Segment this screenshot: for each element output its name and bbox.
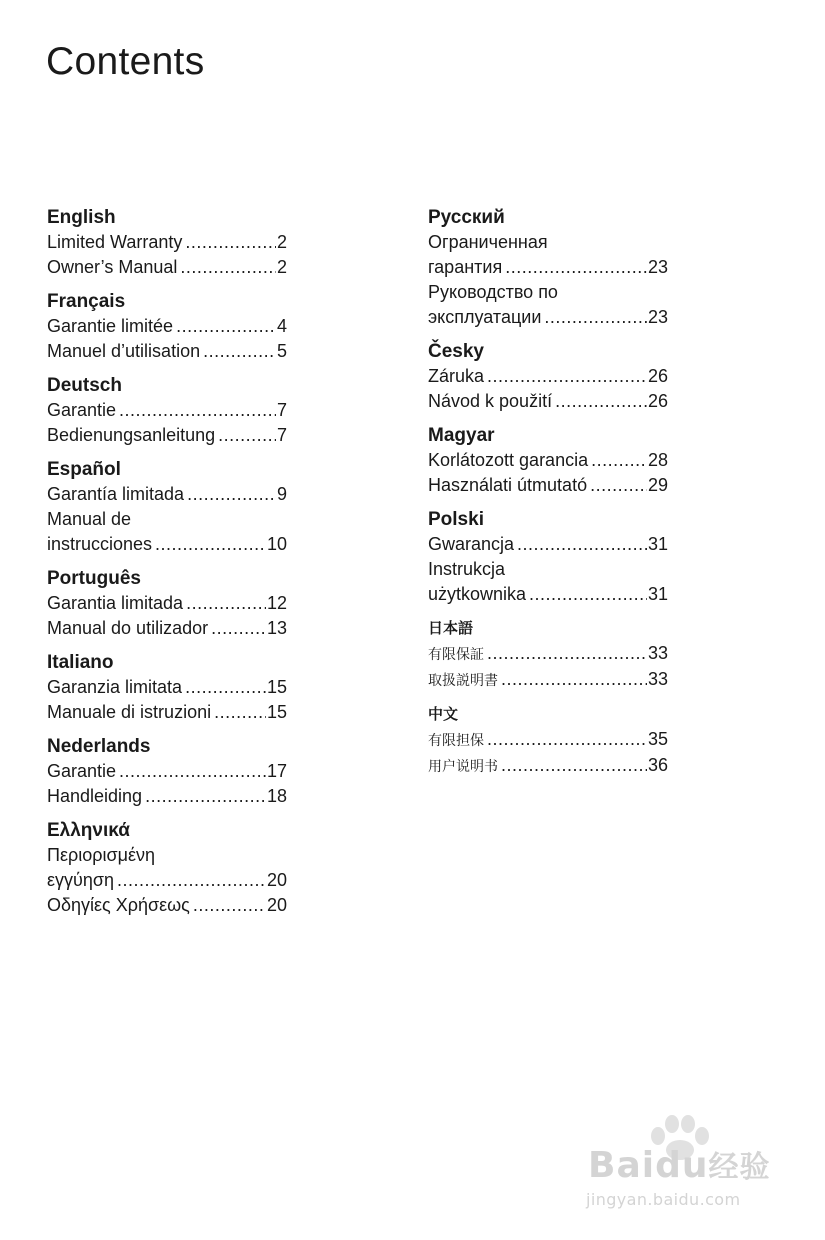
watermark-brand: Baidu经验 xyxy=(588,1145,771,1186)
dot-leader xyxy=(187,482,276,507)
page-number: 5 xyxy=(276,341,287,361)
dot-leader xyxy=(590,473,647,498)
section-heading: Deutsch xyxy=(47,375,122,396)
dot-leader xyxy=(505,255,647,280)
page-number: 17 xyxy=(266,761,287,781)
toc-entry[interactable] xyxy=(47,482,287,507)
entry-title: Záruka xyxy=(428,366,485,386)
toc-entry[interactable] xyxy=(428,448,668,473)
dot-leader xyxy=(180,255,276,280)
toc-section xyxy=(428,507,668,607)
section-heading: Русский xyxy=(428,207,505,228)
toc-section xyxy=(428,423,668,498)
page-number: 2 xyxy=(276,257,287,277)
toc-entry[interactable] xyxy=(47,616,287,641)
entry-title: Manuel d’utilisation xyxy=(47,341,201,361)
toc-section xyxy=(47,566,287,641)
entry-title: Περιορισμένη xyxy=(47,845,156,865)
dot-leader xyxy=(186,591,266,616)
entry-title: Limited Warranty xyxy=(47,232,183,252)
toc-section xyxy=(47,289,287,364)
dot-leader xyxy=(119,759,266,784)
page-number: 36 xyxy=(647,755,668,775)
page-number: 18 xyxy=(266,786,287,806)
entry-title: Handleiding xyxy=(47,786,143,806)
dot-leader xyxy=(214,700,266,725)
toc-section xyxy=(428,205,668,330)
dot-leader xyxy=(155,532,266,557)
page-number: 15 xyxy=(266,702,287,722)
entry-title: Руководство по xyxy=(428,282,558,302)
baidu-jingyan-watermark xyxy=(584,1112,784,1222)
toc-entry[interactable] xyxy=(47,591,287,616)
dot-leader xyxy=(517,532,647,557)
page-number: 9 xyxy=(276,484,287,504)
toc-section xyxy=(428,616,668,693)
toc-section xyxy=(47,734,287,809)
entry-title: Manual do utilizador xyxy=(47,618,209,638)
page-number: 33 xyxy=(647,643,668,663)
dot-leader xyxy=(487,727,647,752)
section-heading: Italiano xyxy=(47,652,114,673)
dot-leader xyxy=(555,389,647,414)
toc-entry[interactable] xyxy=(428,532,668,557)
watermark-url: jingyan.baidu.com xyxy=(586,1190,741,1209)
toc-entry[interactable] xyxy=(428,473,668,498)
toc-entry[interactable] xyxy=(428,667,668,693)
page-number: 33 xyxy=(647,669,668,689)
toc-entry[interactable] xyxy=(47,339,287,364)
page-number: 28 xyxy=(647,450,668,470)
dot-leader xyxy=(185,675,266,700)
toc-section xyxy=(47,650,287,725)
toc-entry[interactable] xyxy=(428,557,668,607)
dot-leader xyxy=(176,314,276,339)
entry-title: instrucciones xyxy=(47,534,153,554)
page-number: 29 xyxy=(647,475,668,495)
dot-leader xyxy=(487,641,647,666)
page-number: 26 xyxy=(647,391,668,411)
toc-entry[interactable] xyxy=(47,423,287,448)
entry-title: Instrukcja xyxy=(428,559,506,579)
entry-title: Garantie xyxy=(47,400,117,420)
page-number: 23 xyxy=(647,257,668,277)
toc-entry[interactable] xyxy=(47,759,287,784)
page-number: 20 xyxy=(266,895,287,915)
dot-leader xyxy=(145,784,266,809)
dot-leader xyxy=(193,893,266,918)
entry-title: Manual de xyxy=(47,509,132,529)
dot-leader xyxy=(591,448,647,473)
dot-leader xyxy=(117,868,266,893)
entry-title: Bedienungsanleitung xyxy=(47,425,216,445)
page-number: 35 xyxy=(647,729,668,749)
entry-title: Ограниченная xyxy=(428,232,548,252)
toc-entry[interactable] xyxy=(47,700,287,725)
entry-title: 有限保証 xyxy=(428,646,484,662)
section-heading: Polski xyxy=(428,509,484,530)
toc-section xyxy=(47,205,287,280)
page-number: 4 xyxy=(276,316,287,336)
page-title: Contents xyxy=(46,40,205,83)
toc-entry[interactable] xyxy=(428,753,668,779)
toc-entry[interactable] xyxy=(47,230,287,255)
entry-title: Manuale di istruzioni xyxy=(47,702,212,722)
toc-entry[interactable] xyxy=(428,280,668,330)
toc-entry[interactable] xyxy=(47,893,287,918)
toc-section xyxy=(47,457,287,557)
page-number: 26 xyxy=(647,366,668,386)
section-heading: Español xyxy=(47,459,121,480)
page-number: 20 xyxy=(266,870,287,890)
page-number: 7 xyxy=(276,400,287,420)
entry-title: 用户说明书 xyxy=(428,758,498,774)
dot-leader xyxy=(501,753,647,778)
section-heading: English xyxy=(47,207,116,228)
entry-title: εγγύηση xyxy=(47,870,114,890)
dot-leader xyxy=(211,616,266,641)
page-number: 2 xyxy=(276,232,287,252)
section-heading: Português xyxy=(47,568,141,589)
section-heading: 日本語 xyxy=(428,620,474,637)
dot-leader xyxy=(529,582,647,607)
entry-title: 有限担保 xyxy=(428,732,484,748)
toc-entry[interactable] xyxy=(428,641,668,667)
entry-title: эксплуатации xyxy=(428,307,542,327)
toc-section xyxy=(428,339,668,414)
entry-title: Οδηγίες Χρήσεως xyxy=(47,895,190,915)
entry-title: Návod k použití xyxy=(428,391,553,411)
dot-leader xyxy=(119,398,276,423)
toc-entry[interactable] xyxy=(47,507,287,557)
dot-leader xyxy=(501,667,647,692)
entry-title: użytkownika xyxy=(428,584,527,604)
toc-section xyxy=(47,818,287,918)
entry-title: Garanzia limitata xyxy=(47,677,183,697)
toc-entry[interactable] xyxy=(428,230,668,280)
entry-title: Garantie limitée xyxy=(47,316,174,336)
section-heading: Ελληνικά xyxy=(47,820,130,841)
toc-entry[interactable] xyxy=(47,398,287,423)
dot-leader xyxy=(487,364,647,389)
entry-title: гарантия xyxy=(428,257,503,277)
page-number: 7 xyxy=(276,425,287,445)
toc-entry[interactable] xyxy=(47,843,287,893)
toc-entry[interactable] xyxy=(47,314,287,339)
page-number: 13 xyxy=(266,618,287,638)
toc-entry[interactable] xyxy=(428,727,668,753)
page-number: 31 xyxy=(647,534,668,554)
section-heading: Français xyxy=(47,291,126,312)
entry-title: Korlátozott garancia xyxy=(428,450,589,470)
toc-entry[interactable] xyxy=(47,784,287,809)
toc-section xyxy=(47,373,287,448)
page-number: 15 xyxy=(266,677,287,697)
page-number: 31 xyxy=(647,584,668,604)
section-heading: 中文 xyxy=(428,706,459,723)
entry-title: 取扱説明書 xyxy=(428,672,498,688)
toc-column-left xyxy=(47,205,287,927)
entry-title: Garantie xyxy=(47,761,117,781)
toc-entry[interactable] xyxy=(47,255,287,280)
toc-entry[interactable] xyxy=(47,675,287,700)
entry-title: Használati útmutató xyxy=(428,475,588,495)
entry-title: Owner’s Manual xyxy=(47,257,178,277)
dot-leader xyxy=(544,305,647,330)
page-number: 10 xyxy=(266,534,287,554)
section-heading: Magyar xyxy=(428,425,495,446)
toc-column-right xyxy=(428,205,668,788)
section-heading: Česky xyxy=(428,341,484,362)
section-heading: Nederlands xyxy=(47,736,151,757)
toc-section xyxy=(428,702,668,779)
entry-title: Garantía limitada xyxy=(47,484,185,504)
toc-entry[interactable] xyxy=(428,364,668,389)
dot-leader xyxy=(185,230,276,255)
entry-title: Garantia limitada xyxy=(47,593,184,613)
toc-entry[interactable] xyxy=(428,389,668,414)
dot-leader xyxy=(218,423,276,448)
dot-leader xyxy=(203,339,276,364)
page-number: 12 xyxy=(266,593,287,613)
page-number: 23 xyxy=(647,307,668,327)
entry-title: Gwarancja xyxy=(428,534,515,554)
